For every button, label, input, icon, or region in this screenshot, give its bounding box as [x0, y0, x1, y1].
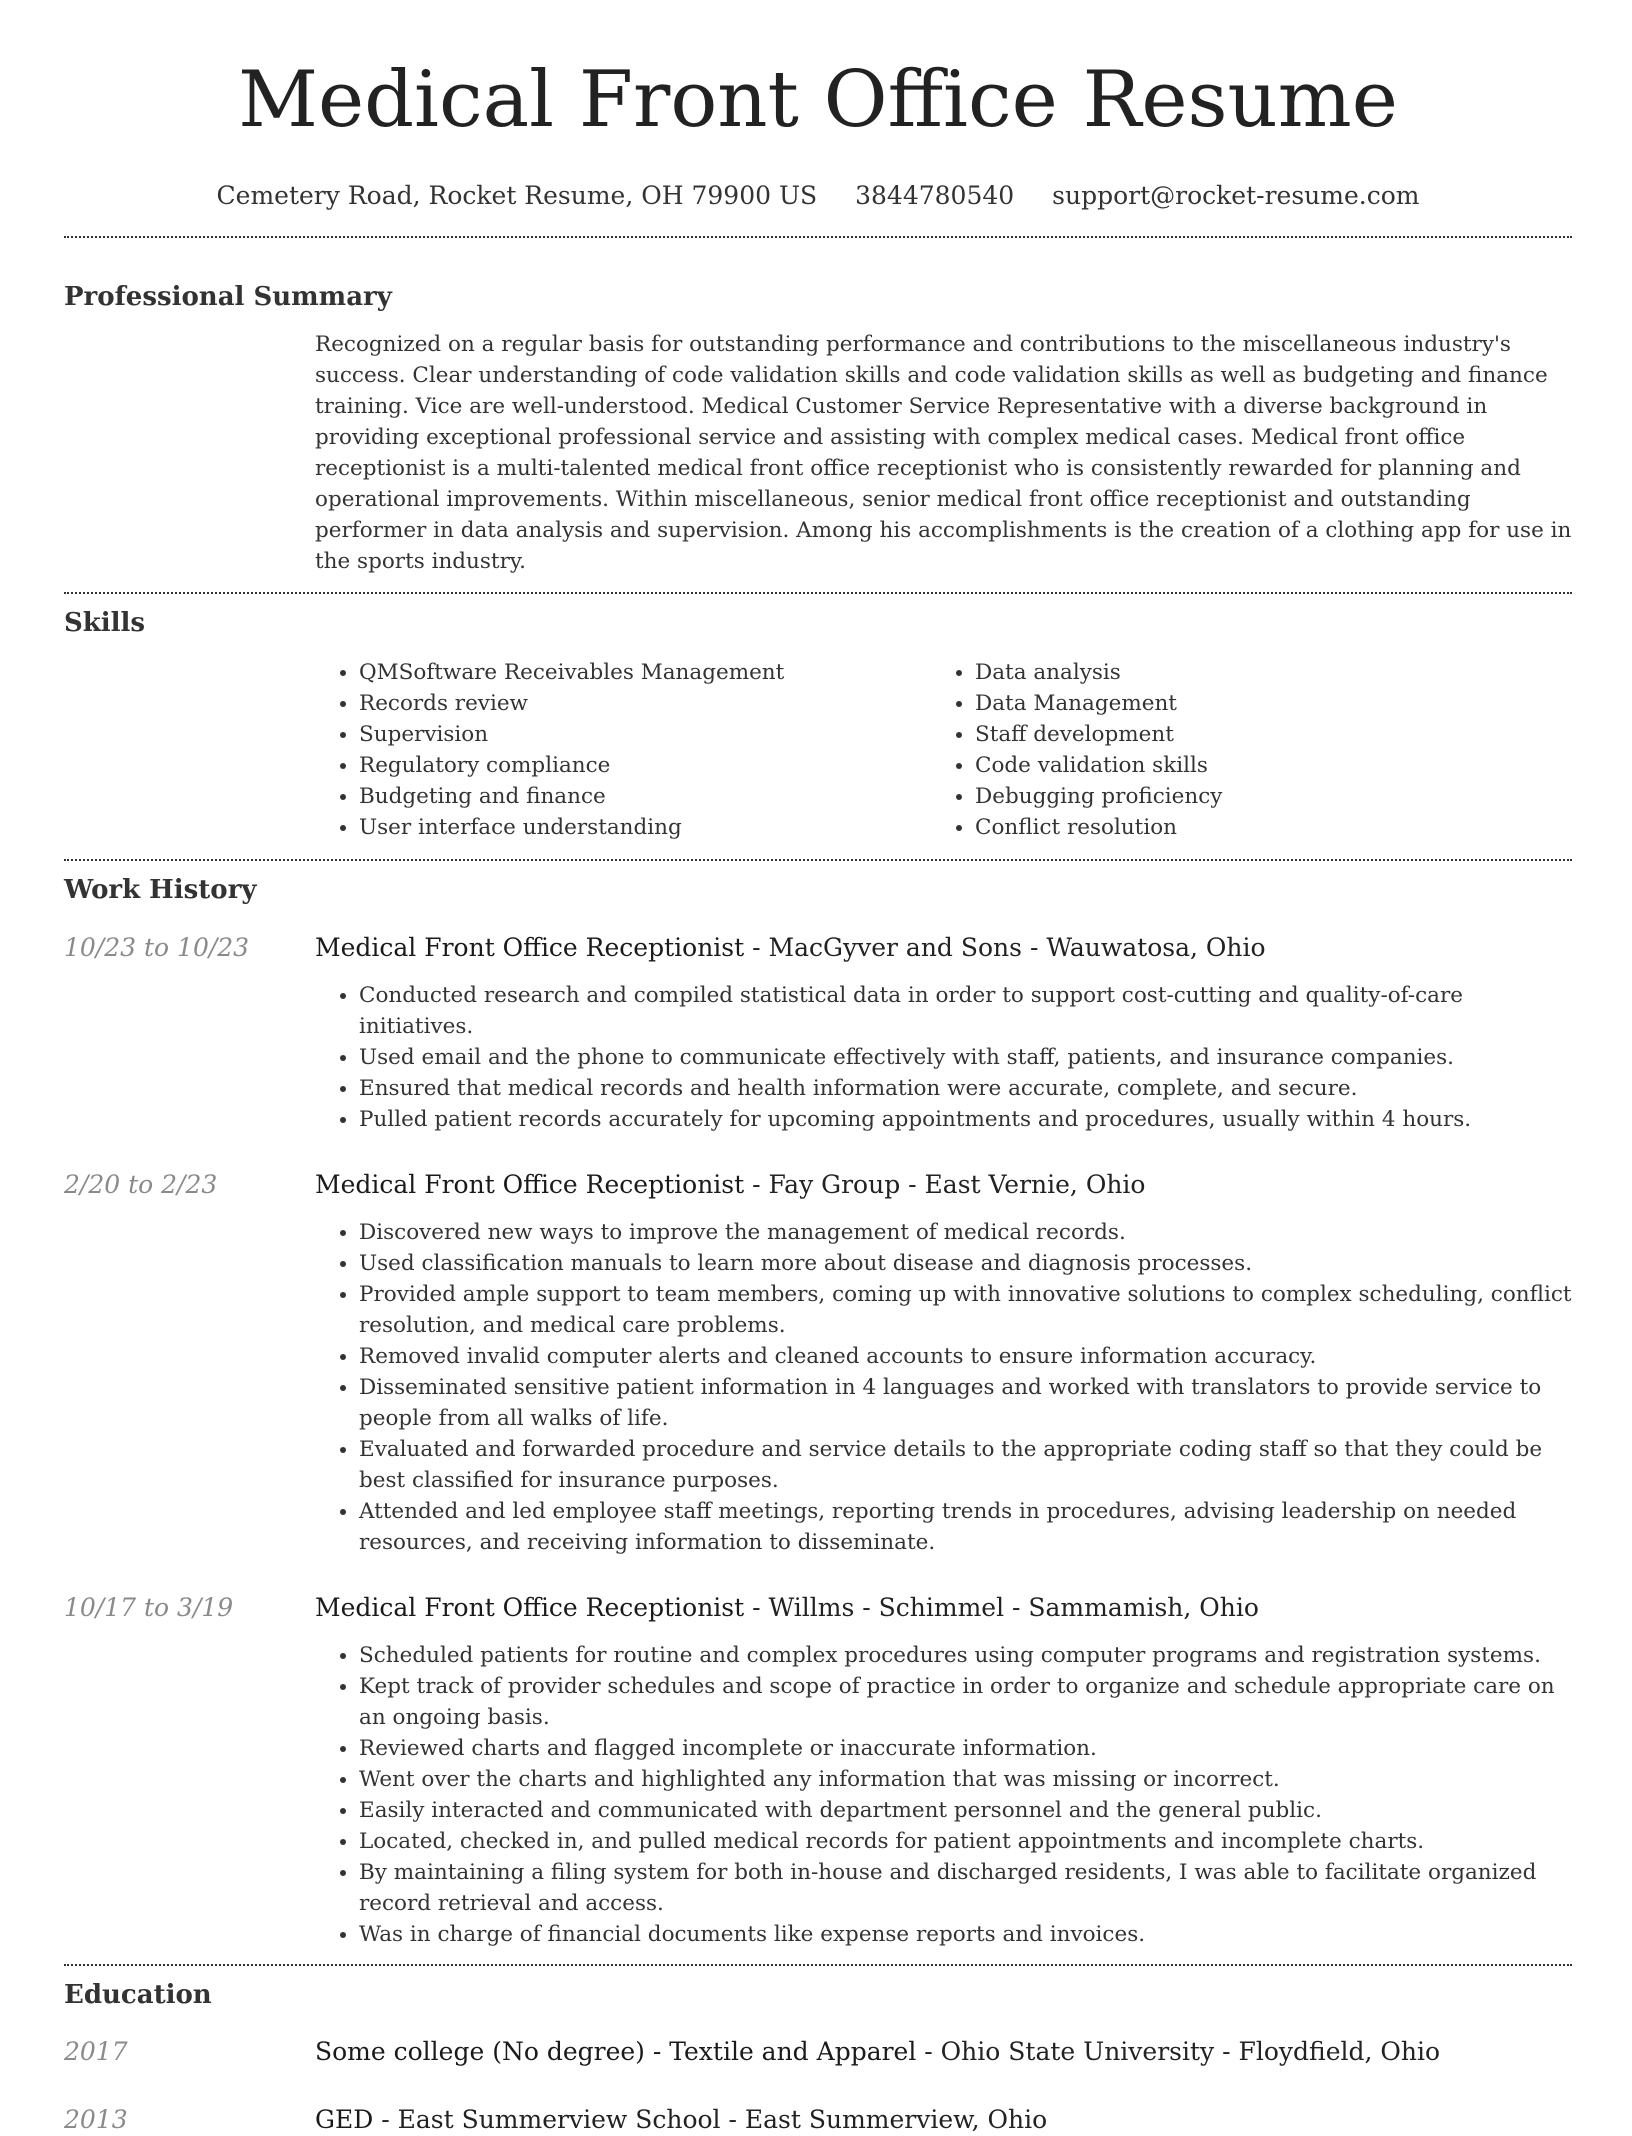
contact-line	[64, 180, 1572, 212]
job-bullet: • Disseminated sensitive patient information in 4 languages and worked with translators to provide service to people from all walks of life.	[359, 1372, 1572, 1434]
job-role: Medical Front Office Receptionist	[315, 933, 745, 962]
resume-name: Medical Front Office Resume	[238, 55, 1398, 145]
job-title	[315, 932, 1572, 964]
job-bullet: • Used classification manuals to learn more about disease and diagnosis processes.	[359, 1248, 1572, 1279]
job-bullet: • Was in charge of financial documents like expense reports and invoices.	[359, 1919, 1572, 1950]
job-entry	[64, 932, 1572, 1135]
education-body	[315, 2104, 1572, 2136]
job-bullet: • Reviewed charts and flagged incomplete or inaccurate information.	[359, 1733, 1572, 1764]
resume-header	[64, 0, 1572, 212]
contact-address: Cemetery Road, Rocket Resume, OH 79900 US	[216, 181, 818, 210]
job-dates: 10/17 to 3/19	[64, 1593, 234, 1622]
work-history-section	[64, 873, 1572, 1950]
education-degree: Some college (No degree) - Textile and Apparel	[315, 2037, 917, 2066]
job-bullet: • Discovered new ways to improve the management of medical records.	[359, 1217, 1572, 1248]
job-bullet: • Went over the charts and highlighted any information that was missing or incorrect.	[359, 1764, 1572, 1795]
job-bullet: • Conducted research and compiled statistical data in order to support cost-cutting and quality-of-care initiatives.	[359, 980, 1572, 1042]
section-divider	[64, 592, 1572, 594]
education-entry	[64, 2036, 1572, 2068]
job-role: Medical Front Office Receptionist	[315, 1593, 745, 1622]
skill-item: • Staff development	[975, 719, 1535, 750]
job-employer: - Willms - Schimmel - Sammamish, Ohio	[744, 1593, 1259, 1622]
job-dates: 2/20 to 2/23	[64, 1170, 218, 1199]
job-title	[315, 1592, 1572, 1624]
job-bullet: • Provided ample support to team members, coming up with innovative solutions to complex scheduling, conflict resolution, and medical care problems.	[359, 1279, 1572, 1341]
skill-item: • Debugging proficiency	[975, 781, 1535, 812]
job-bullets	[315, 1640, 1572, 1950]
education-school: - Ohio State University - Floydfield, Ohio	[916, 2037, 1441, 2066]
education-section	[64, 1978, 1572, 2136]
skills-list-right	[931, 657, 1535, 843]
job-bullet: • Removed invalid computer alerts and cleaned accounts to ensure information accuracy.	[359, 1341, 1572, 1372]
section-divider	[64, 236, 1572, 238]
summary-heading: Professional Summary	[64, 282, 392, 312]
job-role: Medical Front Office Receptionist	[315, 1170, 745, 1199]
education-body	[315, 2036, 1572, 2068]
job-bullet: • Pulled patient records accurately for upcoming appointments and procedures, usually within 4 hours.	[359, 1104, 1572, 1135]
education-entry	[64, 2104, 1572, 2136]
contact-email: support@rocket-resume.com	[1052, 181, 1420, 210]
job-employer: - Fay Group - East Vernie, Ohio	[744, 1170, 1146, 1199]
education-year: 2017	[64, 2037, 128, 2066]
education-heading: Education	[64, 1980, 212, 2010]
skill-item: • Code validation skills	[975, 750, 1535, 781]
skill-item: • Data Management	[975, 688, 1535, 719]
job-body	[315, 1592, 1572, 1950]
job-title	[315, 1169, 1572, 1201]
work-history-heading: Work History	[64, 875, 257, 905]
section-divider	[64, 1964, 1572, 1966]
summary-content	[315, 329, 1572, 577]
skill-item: • QMSoftware Receivables Management	[359, 657, 931, 688]
skill-item: • Conflict resolution	[975, 812, 1535, 843]
skill-item: • Supervision	[359, 719, 931, 750]
job-bullet: • Kept track of provider schedules and scope of practice in order to organize and schedule appropriate care on an ongoing basis.	[359, 1671, 1572, 1733]
skill-item: • Regulatory compliance	[359, 750, 931, 781]
skills-list-left	[315, 657, 931, 843]
job-bullet: • Scheduled patients for routine and complex procedures using computer programs and registration systems.	[359, 1640, 1572, 1671]
job-bullet: • By maintaining a filing system for both in-house and discharged residents, I was able to facilitate organized record retrieval and access.	[359, 1857, 1572, 1919]
skill-item: • User interface understanding	[359, 812, 931, 843]
skills-content	[315, 657, 1572, 843]
job-entry	[64, 1169, 1572, 1558]
education-title	[315, 2104, 1572, 2136]
job-employer: - MacGyver and Sons - Wauwatosa, Ohio	[744, 933, 1266, 962]
education-title	[315, 2036, 1572, 2068]
resume-page	[64, 0, 1572, 2136]
skill-item: • Budgeting and finance	[359, 781, 931, 812]
skill-item: • Data analysis	[975, 657, 1535, 688]
skills-heading: Skills	[64, 608, 146, 638]
job-bullet: • Used email and the phone to communicate effectively with staff, patients, and insurance companies.	[359, 1042, 1572, 1073]
skills-section	[64, 606, 1572, 843]
summary-text: Recognized on a regular basis for outstanding performance and contributions to the miscellaneous industry's success. Clear understanding of code validation skills and code validation skills as well as budgeting and finance training. Vice are well-understood. Medical Customer Service Representative with a diverse background in providing exceptional professional service and assisting with complex medical cases. Medical front office receptionist is a multi-talented medical front office receptionist who is consistently rewarded for planning and operational improvements. Within miscellaneous, senior medical front office receptionist and outstanding performer in data analysis and supervision. Among his accomplishments is the creation of a clothing app for use in the sports industry.	[315, 332, 1572, 574]
job-bullet: • Located, checked in, and pulled medical records for patient appointments and incomplete charts.	[359, 1826, 1572, 1857]
job-bullets	[315, 1217, 1572, 1558]
job-bullet: • Easily interacted and communicated with department personnel and the general public.	[359, 1795, 1572, 1826]
job-bullet: • Attended and led employee staff meetings, reporting trends in procedures, advising leadership on needed resources, and receiving information to disseminate.	[359, 1496, 1572, 1558]
education-year: 2013	[64, 2105, 128, 2134]
section-divider	[64, 859, 1572, 861]
job-bullet: • Evaluated and forwarded procedure and service details to the appropriate coding staff so that they could be best classified for insurance purposes.	[359, 1434, 1572, 1496]
education-degree: GED	[315, 2105, 374, 2134]
job-bullet: • Ensured that medical records and health information were accurate, complete, and secure.	[359, 1073, 1572, 1104]
job-body	[315, 932, 1572, 1135]
job-entry	[64, 1592, 1572, 1950]
summary-section	[64, 280, 1572, 577]
contact-phone: 3844780540	[855, 181, 1015, 210]
job-bullets	[315, 980, 1572, 1135]
job-dates: 10/23 to 10/23	[64, 933, 250, 962]
skill-item: • Records review	[359, 688, 931, 719]
education-school: - East Summerview School - East Summerview, Ohio	[373, 2105, 1048, 2134]
job-body	[315, 1169, 1572, 1558]
